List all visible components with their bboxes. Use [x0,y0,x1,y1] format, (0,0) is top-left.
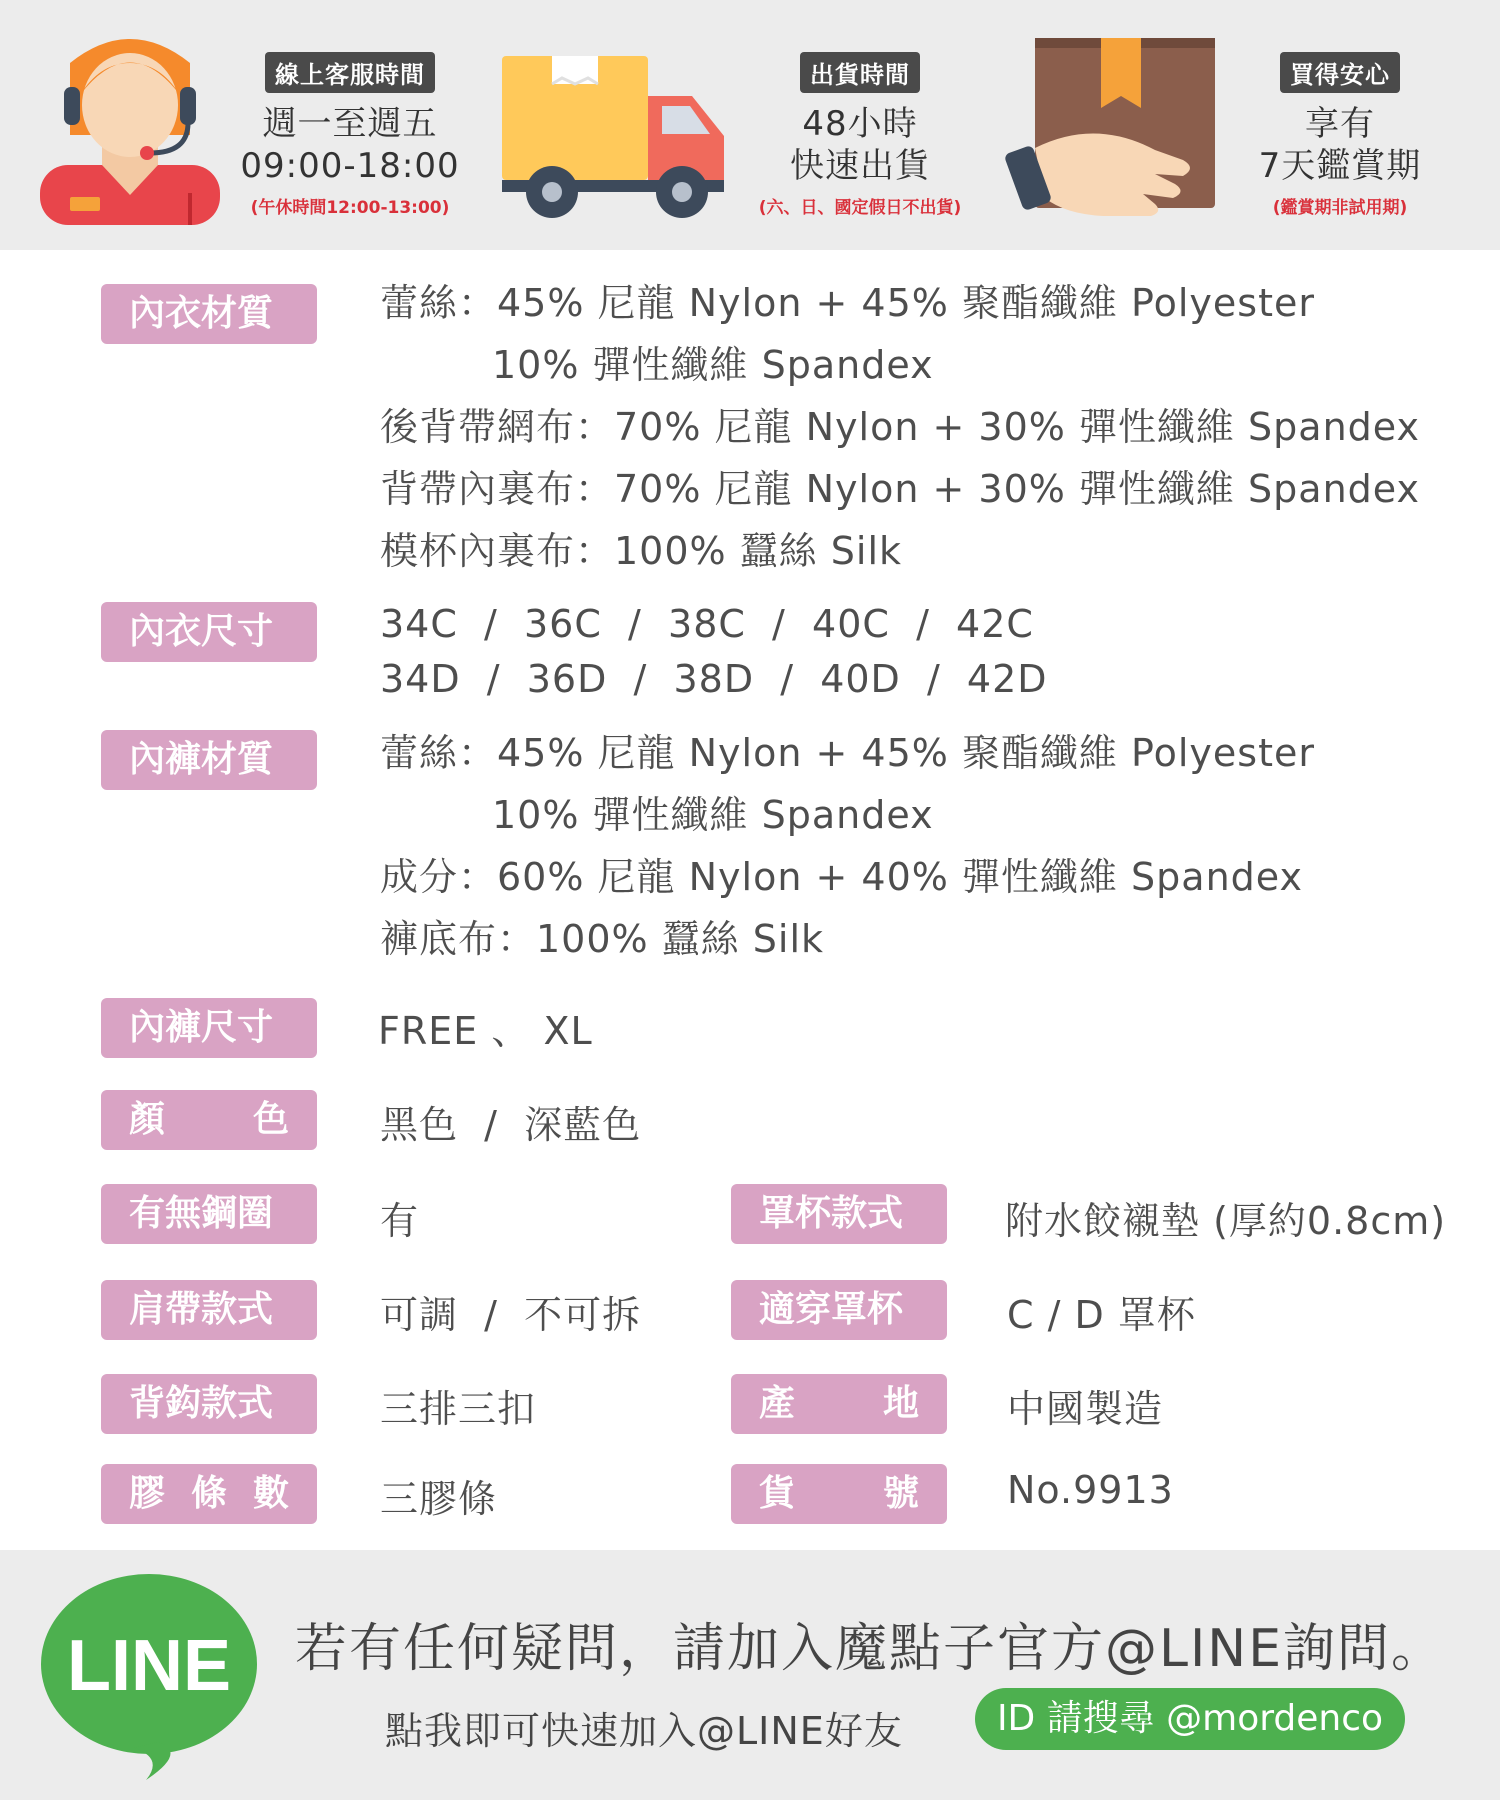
line-logo-text: LINE [66,1626,232,1706]
panty-material-line: 褲底布：100% 蠶絲 Silk [380,917,825,961]
bra-material-line: 背帶內裏布：70% 尼龍 Nylon + 30% 彈性纖維 Spandex [380,467,1420,511]
bra-size-label: 內衣尺寸 [101,602,317,662]
bra-material-line: 模杯內裏布：100% 蠶絲 Silk [380,529,903,573]
panty-material-value [380,722,1315,970]
service-hours-block [228,52,472,218]
cup-style-value: 附水餃襯墊 (厚約0.8cm) [1005,1199,1447,1243]
item-number-label-char: 號 [882,1473,919,1514]
fit-cup-value: C / D 罩杯 [1007,1293,1196,1337]
item-number-value: No.9913 [1007,1468,1174,1512]
item-number-label-char: 貨 [759,1473,796,1514]
service-lunch-note: (午休時間12:00-13:00) [250,198,450,218]
shipping-hours: 48小時 [802,104,918,144]
assurance-line1: 享有 [1305,104,1375,144]
assurance-note: (鑑賞期非試用期) [1272,198,1408,218]
delivery-truck-icon [502,56,724,220]
cup-style-label: 罩杯款式 [731,1184,947,1244]
hook-style-label: 背鈎款式 [101,1374,317,1434]
bra-material-value [380,272,1420,582]
panty-material-line: 10% 彈性纖維 Spandex [492,793,934,837]
service-banner [0,0,1500,250]
service-days: 週一至週五 [262,104,438,144]
origin-label [731,1374,947,1434]
add-friend-link[interactable]: 點我即可快速加入@LINE好友 [385,1709,903,1753]
bra-size-value [380,597,1048,707]
bra-material-label: 內衣材質 [101,284,317,344]
fit-cup-label: 適穿罩杯 [731,1280,947,1340]
elastic-count-label-char: 條 [190,1473,227,1514]
origin-label-char: 產 [759,1383,796,1424]
elastic-count-label-char: 數 [252,1473,289,1514]
origin-label-char: 地 [882,1383,919,1424]
bra-material-line: 後背帶網布：70% 尼龍 Nylon + 30% 彈性纖維 Spandex [380,405,1420,449]
elastic-count-label [101,1464,317,1524]
elastic-count-value: 三膠條 [380,1477,498,1521]
color-value: 黑色 / 深藍色 [380,1103,642,1147]
panty-material-line: 蕾絲：45% 尼龍 Nylon + 45% 聚酯纖維 Polyester [380,731,1315,775]
assurance-line2: 7天鑑賞期 [1258,146,1422,186]
service-hours-tag: 線上客服時間 [265,52,435,93]
panty-size-value: FREE 、 XL [378,1009,593,1053]
shipping-holiday-note: (六、日、國定假日不出貨) [758,198,962,218]
shipping-time-tag: 出貨時間 [800,52,920,93]
panty-size-label: 內褲尺寸 [101,998,317,1058]
shipping-time-block [740,52,980,218]
bra-material-line: 10% 彈性纖維 Spandex [492,343,934,387]
customer-service-icon [40,25,220,225]
bra-size-line: 34D / 36D / 38D / 40D / 42D [380,657,1048,701]
footer-title: 若有任何疑問，請加入魔點子官方@LINE詢問。 [295,1619,1446,1679]
service-hours: 09:00-18:00 [240,146,460,186]
item-number-label [731,1464,947,1524]
origin-value: 中國製造 [1007,1387,1164,1431]
panty-material-line: 成分：60% 尼龍 Nylon + 40% 彈性纖維 Spandex [380,855,1303,899]
line-contact-footer [0,1550,1500,1800]
color-label-char: 顏 [129,1099,166,1140]
assurance-tag: 買得安心 [1280,52,1400,93]
elastic-count-label-char: 膠 [129,1473,166,1514]
strap-style-value: 可調 / 不可拆 [380,1293,642,1337]
color-label [101,1090,317,1150]
bra-size-line: 34C / 36C / 38C / 40C / 42C [380,602,1034,646]
line-id-button[interactable]: ID 請搜尋 @mordenco [975,1688,1405,1750]
assurance-block [1220,52,1460,218]
package-hand-icon [1005,38,1215,223]
shipping-speed: 快速出貨 [790,146,930,186]
underwire-label: 有無鋼圈 [101,1184,317,1244]
color-label-char: 色 [252,1099,289,1140]
line-logo-icon[interactable] [38,1572,260,1782]
bra-material-line: 蕾絲：45% 尼龍 Nylon + 45% 聚酯纖維 Polyester [380,281,1315,325]
strap-style-label: 肩帶款式 [101,1280,317,1340]
underwire-value: 有 [380,1199,420,1243]
panty-material-label: 內褲材質 [101,730,317,790]
hook-style-value: 三排三扣 [380,1387,537,1431]
